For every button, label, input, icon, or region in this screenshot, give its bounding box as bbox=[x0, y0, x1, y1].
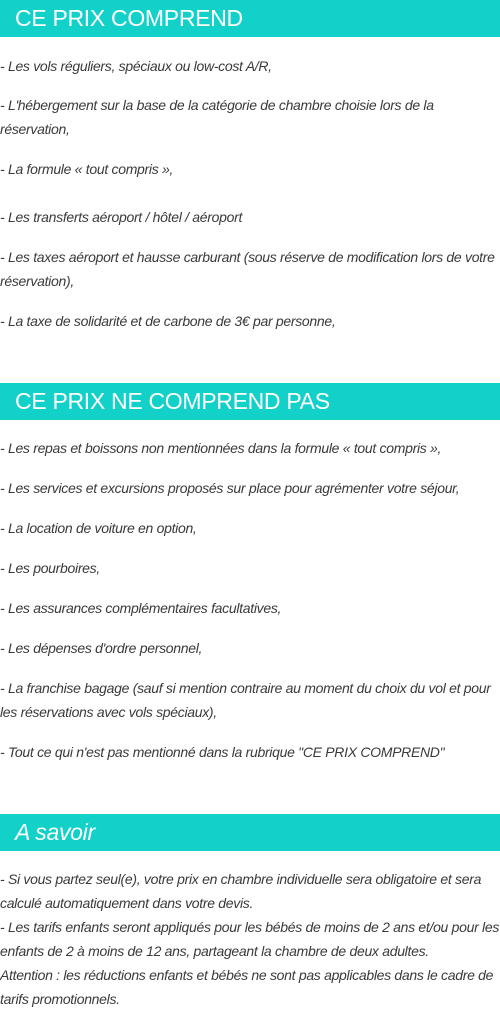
info-item-child-rates: - Les tarifs enfants seront appliqués pour les bébés de moins de 2 ans et/ou pour les enfants de 2 à moins de 12 ans, partageant la chambre de deux adultes. bbox=[0, 919, 500, 959]
excluded-item-baggage: - La franchise bagage (sauf si mention contraire au moment du choix du vol et pour les réservations avec vols spéciaux), bbox=[0, 680, 491, 720]
section-title-good-to-know: A savoir bbox=[0, 814, 500, 851]
section-title-included: CE PRIX COMPREND bbox=[0, 0, 500, 37]
excluded-item-other: - Tout ce qui n'est pas mentionné dans la rubrique "CE PRIX COMPREND" bbox=[0, 744, 445, 760]
included-item-all-inclusive: - La formule « tout compris », bbox=[0, 161, 174, 177]
included-item-airport-taxes: - Les taxes aéroport et hausse carburant (sous réserve de modification lors de votre réservation), bbox=[0, 249, 495, 289]
excluded-item-car-rental: - La location de voiture en option, bbox=[0, 520, 197, 536]
excluded-item-insurance: - Les assurances complémentaires facultatives, bbox=[0, 600, 282, 616]
excluded-item-meals: - Les repas et boissons non mentionnées dans la formule « tout compris », bbox=[0, 440, 442, 456]
excluded-item-excursions: - Les services et excursions proposés sur place pour agrémenter votre séjour, bbox=[0, 480, 460, 496]
included-item-accommodation: - L'hébergement sur la base de la catégorie de chambre choisie lors de la réservation, bbox=[0, 97, 434, 137]
section-title-not-included: CE PRIX NE COMPREND PAS bbox=[0, 383, 500, 420]
info-item-single-room: - Si vous partez seul(e), votre prix en chambre individuelle sera obligatoire et sera calculé automatiquement dans votre devis. bbox=[0, 871, 482, 911]
info-item-attention: Attention : les réductions enfants et bébés ne sont pas applicables dans le cadre de tarifs promotionnels. bbox=[0, 967, 494, 1007]
included-item-transfers: - Les transferts aéroport / hôtel / aéroport bbox=[0, 209, 243, 225]
included-item-flights: - Les vols réguliers, spéciaux ou low-cost A/R, bbox=[0, 58, 272, 74]
excluded-item-personal-expenses: - Les dépenses d'ordre personnel, bbox=[0, 640, 203, 656]
included-item-solidarity-tax: - La taxe de solidarité et de carbone de 3€ par personne, bbox=[0, 313, 336, 329]
excluded-item-tips: - Les pourboires, bbox=[0, 560, 100, 576]
